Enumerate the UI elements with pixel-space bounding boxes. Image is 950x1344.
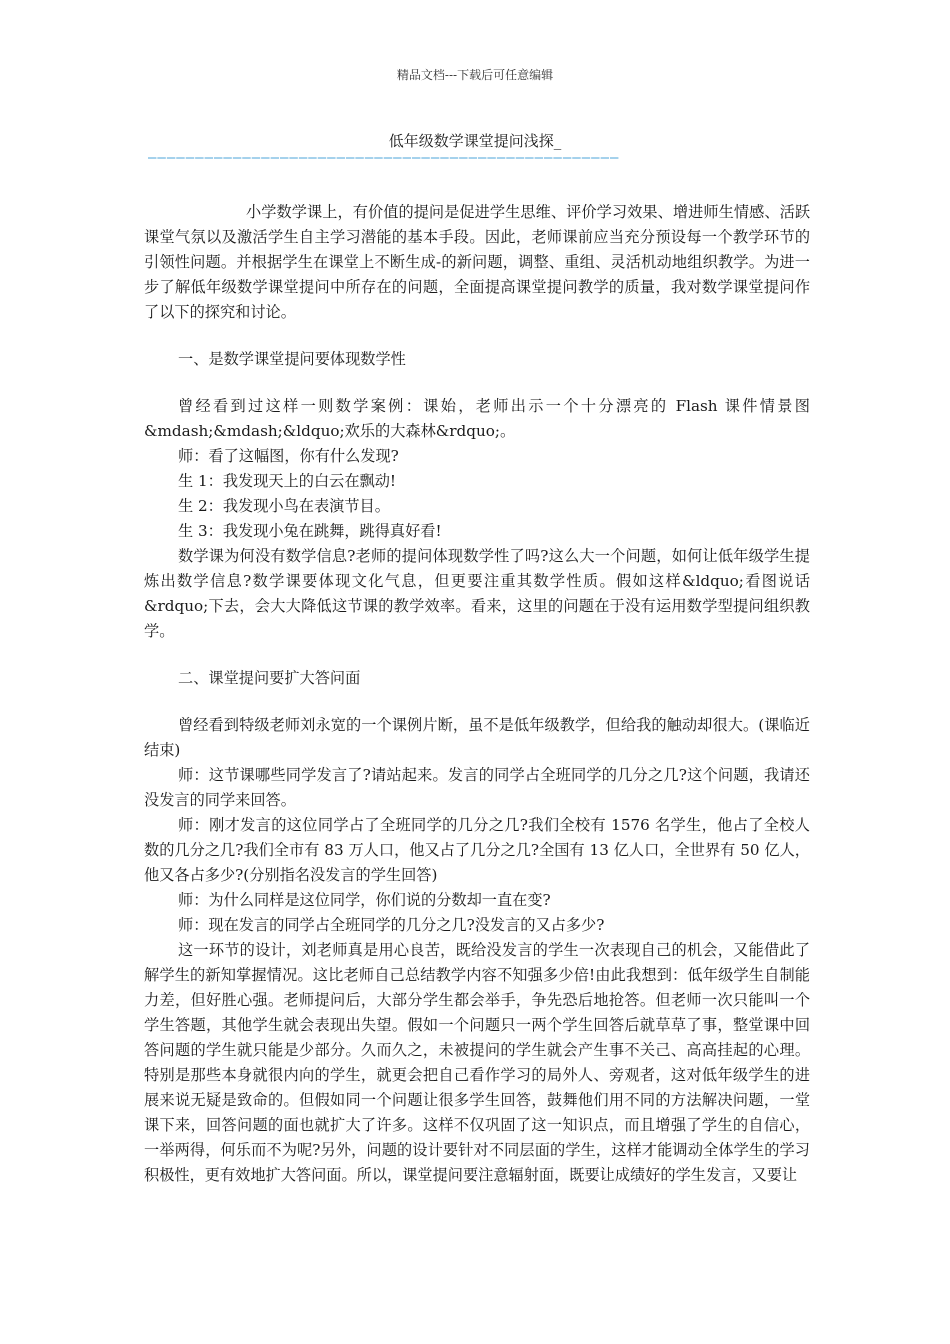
spacer bbox=[144, 372, 810, 394]
intro-paragraph: 小学数学课上，有价值的提问是促进学生思维、评价学习效果、增进师生情感、活跃课堂气氛以及激活学生自主学习潜能的基本手段。因此，老师课前应当充分预设每一个教学环节的引领性问题。并根据学生在课堂上不断生成-的新问题，调整、重组、灵活机动地组织教学。为进一步了解低年级数学课堂提问中所存在的问题，全面提高课堂提问教学的质量，我对数学课堂提问作了以下的探究和讨论。 bbox=[144, 203, 810, 321]
document-body bbox=[144, 200, 810, 1188]
paragraph: 曾经看到过这样一则数学案例：课始，老师出示一个十分漂亮的 Flash 课件情景图&mdash;&mdash;&ldquo;欢乐的大森林&rdquo;。 bbox=[144, 397, 810, 440]
paragraph: 师：刚才发言的这位同学占了全班同学的几分之几?我们全校有 1576 名学生，他占了全校人数的几分之几?我们全市有 83 万人口，他又占了几分之几?全国有 13 亿人口，全世界有 50 亿人，他又各占多少?(分别指名没发言的学生回答) bbox=[144, 816, 810, 884]
paragraph: 师：现在发言的同学占全班同学的几分之几?没发言的又占多少? bbox=[178, 916, 605, 934]
spacer bbox=[144, 325, 810, 347]
paragraph: 师：看了这幅图，你有什么发现? bbox=[178, 447, 399, 465]
paragraph: 师：为什么同样是这位同学，你们说的分数却一直在变? bbox=[178, 891, 551, 909]
document-title: 低年级数学课堂提问浅探_ bbox=[388, 132, 562, 150]
header-note: 精品文档---下载后可任意编辑 bbox=[396, 68, 554, 82]
paragraph: 生 1：我发现天上的白云在飘动! bbox=[178, 472, 397, 490]
title-underline-rule: —————————————————————————————————————————————————— bbox=[148, 151, 620, 165]
paragraph: 生 3：我发现小兔在跳舞，跳得真好看! bbox=[178, 522, 442, 540]
paragraph: 数学课为何没有数学信息?老师的提问体现数学性了吗?这么大一个问题，如何让低年级学生提炼出数学信息?数学课要体现文化气息，但更要注重其数学性质。假如这样&ldquo;看图说话&rdquo;下去，会大大降低这节课的教学效率。看来，这里的问题在于没有运用数学型提问组织教学。 bbox=[144, 547, 810, 640]
paragraph: 师：这节课哪些同学发言了?请站起来。发言的同学占全班同学的几分之几?这个问题，我请还没发言的同学来回答。 bbox=[144, 766, 810, 809]
paragraph: 曾经看到特级老师刘永宽的一个课例片断，虽不是低年级教学，但给我的触动却很大。(课临近结束) bbox=[144, 716, 810, 759]
paragraph: 这一环节的设计，刘老师真是用心良苦，既给没发言的学生一次表现自己的机会，又能借此了解学生的新知掌握情况。这比老师自己总结教学内容不知强多少倍!由此我想到：低年级学生自制能力差，但好胜心强。老师提问后，大部分学生都会举手，争先恐后地抢答。但老师一次只能叫一个学生答题，其他学生就会表现出失望。假如一个问题只一两个学生回答后就草草了事，整堂课中回答问题的学生就只能是少部分。久而久之，未被提问的学生就会产生事不关己、高高挂起的心理。特别是那些本身就很内向的学生，就更会把自己看作学习的局外人、旁观者，这对低年级学生的进展来说无疑是致命的。但假如同一个问题让很多学生回答，鼓舞他们用不同的方法解决问题，一堂课下来，回答问题的面也就扩大了许多。这样不仅巩固了这一知识点，而且增强了学生的自信心，一举两得，何乐而不为呢?另外，问题的设计要针对不同层面的学生，这样才能调动全体学生的学习积极性，更有效地扩大答问面。所以，课堂提问要注意辐射面，既要让成绩好的学生发言，又要让 bbox=[144, 941, 810, 1184]
spacer bbox=[144, 691, 810, 713]
spacer bbox=[144, 644, 810, 666]
paragraph: 生 2：我发现小鸟在表演节目。 bbox=[178, 497, 390, 515]
section-heading-1: 一、是数学课堂提问要体现数学性 bbox=[178, 350, 406, 368]
section-heading-2: 二、课堂提问要扩大答问面 bbox=[178, 669, 361, 687]
